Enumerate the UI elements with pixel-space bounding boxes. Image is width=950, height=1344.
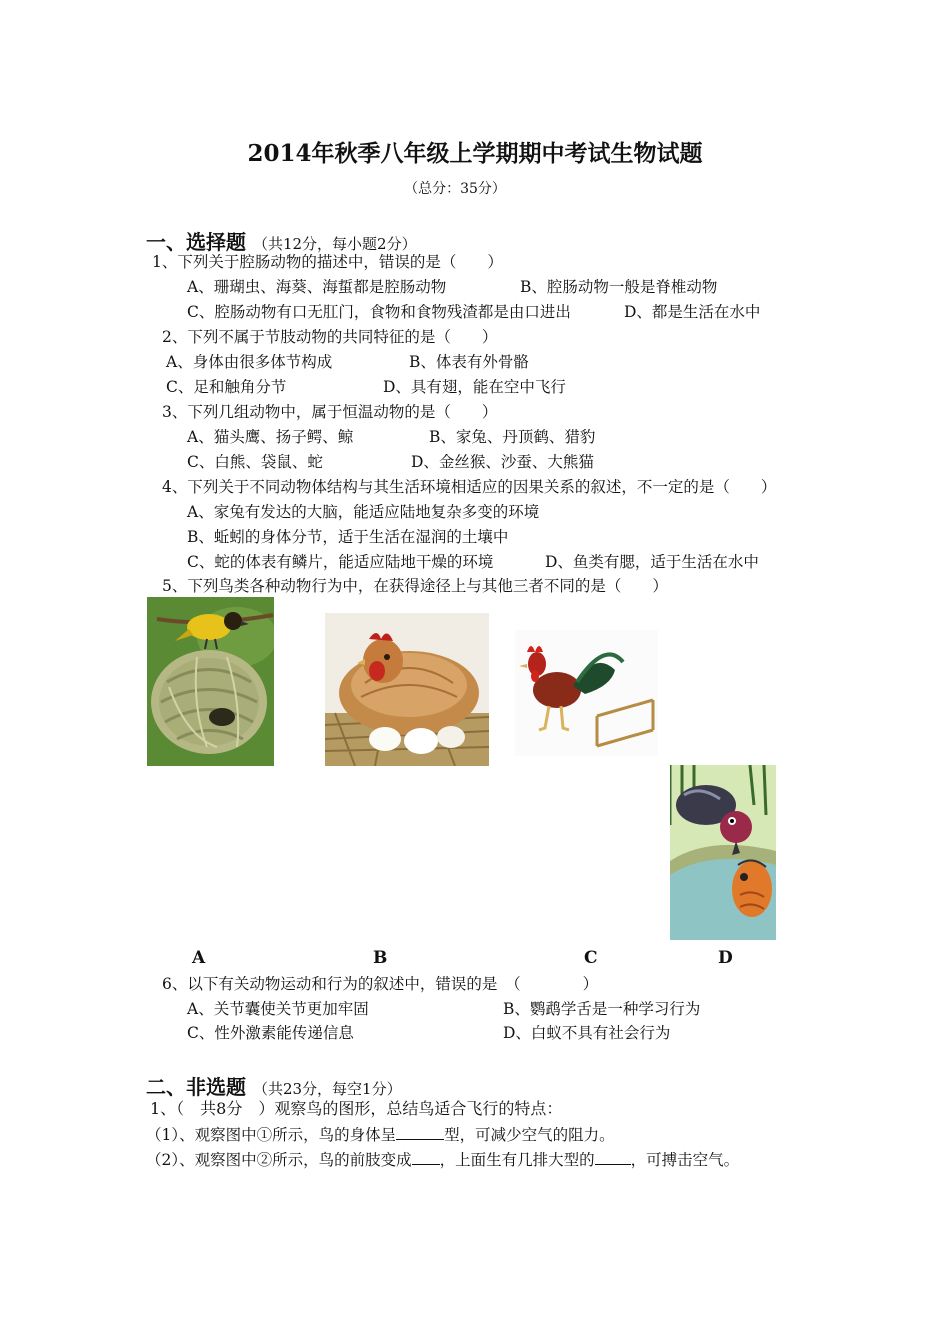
answer-blank-forelimb[interactable] xyxy=(412,1149,440,1165)
q3-option-b: B、家兔、丹顶鹤、猎豹 xyxy=(429,428,596,446)
q5-label-d: D xyxy=(718,948,733,968)
section1-note: （共12分，每小题2分） xyxy=(252,235,417,253)
section1-heading: 一、选择题 xyxy=(146,230,246,254)
q2-stem: 2、下列不属于节肢动物的共同特征的是（ ） xyxy=(162,328,498,346)
q1-option-b: B、腔肠动物一般是脊椎动物 xyxy=(520,278,718,296)
s2-q1-part1-before: （1）、观察图中①所示，鸟的身体呈 xyxy=(146,1126,397,1144)
q2-option-a: A、身体由很多体节构成 xyxy=(166,353,333,371)
s2-q1-part2-before: （2）、观察图中②所示，鸟的前肢变成 xyxy=(146,1151,412,1169)
answer-blank-body-shape[interactable] xyxy=(396,1124,444,1140)
s2-q1-stem: 1、（ 共8分 ）观察鸟的图形，总结鸟适合飞行的特点： xyxy=(150,1099,563,1118)
q1-option-d: D、都是生活在水中 xyxy=(624,303,761,321)
s2-q1-part1-after: 型，可减少空气的阻力。 xyxy=(444,1126,615,1144)
q6-option-a: A、关节囊使关节更加牢固 xyxy=(187,1000,369,1018)
weaver-bird-nest-image xyxy=(147,597,274,766)
q1-option-a: A、珊瑚虫、海葵、海蜇都是腔肠动物 xyxy=(187,278,447,296)
q3-option-a: A、猫头鹰、扬子鳄、鲸 xyxy=(187,428,354,446)
q6-option-d: D、白蚁不具有社会行为 xyxy=(503,1024,671,1042)
q2-option-c: C、足和触角分节 xyxy=(166,378,287,396)
q1-stem: 1、下列关于腔肠动物的描述中，错误的是（ ） xyxy=(152,253,503,271)
s2-q1-part2-after: ，可搏击空气。 xyxy=(630,1151,740,1169)
q1-option-c: C、腔肠动物有口无肛门，食物和食物残渣都是由口进出 xyxy=(187,303,571,321)
bird-feeding-fish-image xyxy=(670,765,776,940)
s2-q1-part2-mid: ，上面生有几排大型的 xyxy=(439,1151,595,1169)
q2-option-b: B、体表有外骨骼 xyxy=(409,353,529,371)
q5-stem: 5、下列鸟类各种动物行为中，在获得途径上与其他三者不同的是（ ） xyxy=(162,577,668,595)
q3-option-c: C、白熊、袋鼠、蛇 xyxy=(187,453,323,471)
s2-q1-part1 xyxy=(146,1124,615,1145)
q4-stem: 4、下列关于不同动物体结构与其生活环境相适应的因果关系的叙述，不一定的是（ ） xyxy=(162,478,777,496)
section2-note: （共23分，每空1分） xyxy=(252,1080,402,1098)
answer-blank-feathers[interactable] xyxy=(595,1149,631,1165)
q6-option-b: B、鹦鹉学舌是一种学习行为 xyxy=(503,1000,701,1018)
q5-label-c: C xyxy=(584,948,598,968)
q6-stem: 6、以下有关动物运动和行为的叙述中，错误的是 （ ） xyxy=(162,975,599,993)
q6-option-c: C、性外激素能传递信息 xyxy=(187,1024,354,1042)
s2-q1-part2 xyxy=(146,1149,739,1170)
total-score: （总分：35分） xyxy=(404,181,506,197)
rooster-fence-image xyxy=(515,630,658,756)
q3-stem: 3、下列几组动物中，属于恒温动物的是（ ） xyxy=(162,403,498,421)
q5-label-b: B xyxy=(373,948,388,968)
q4-option-b: B、蚯蚓的身体分节，适于生活在湿润的土壤中 xyxy=(187,528,509,546)
exam-title: 2014年秋季八年级上学期期中考试生物试题 xyxy=(247,140,703,167)
q4-option-d: D、鱼类有腮，适于生活在水中 xyxy=(545,553,759,571)
q4-option-a: A、家兔有发达的大脑，能适应陆地复杂多变的环境 xyxy=(187,503,540,521)
q3-option-d: D、金丝猴、沙蚕、大熊猫 xyxy=(411,453,594,471)
section1-heading-line xyxy=(146,226,417,255)
hen-incubating-eggs-image xyxy=(325,613,489,766)
q5-label-a: A xyxy=(192,948,206,968)
section2-heading-line xyxy=(146,1071,402,1100)
q4-option-c: C、蛇的体表有鳞片，能适应陆地干燥的环境 xyxy=(187,553,494,571)
section2-heading: 二、非选题 xyxy=(146,1075,246,1099)
q2-option-d: D、具有翅，能在空中飞行 xyxy=(383,378,566,396)
